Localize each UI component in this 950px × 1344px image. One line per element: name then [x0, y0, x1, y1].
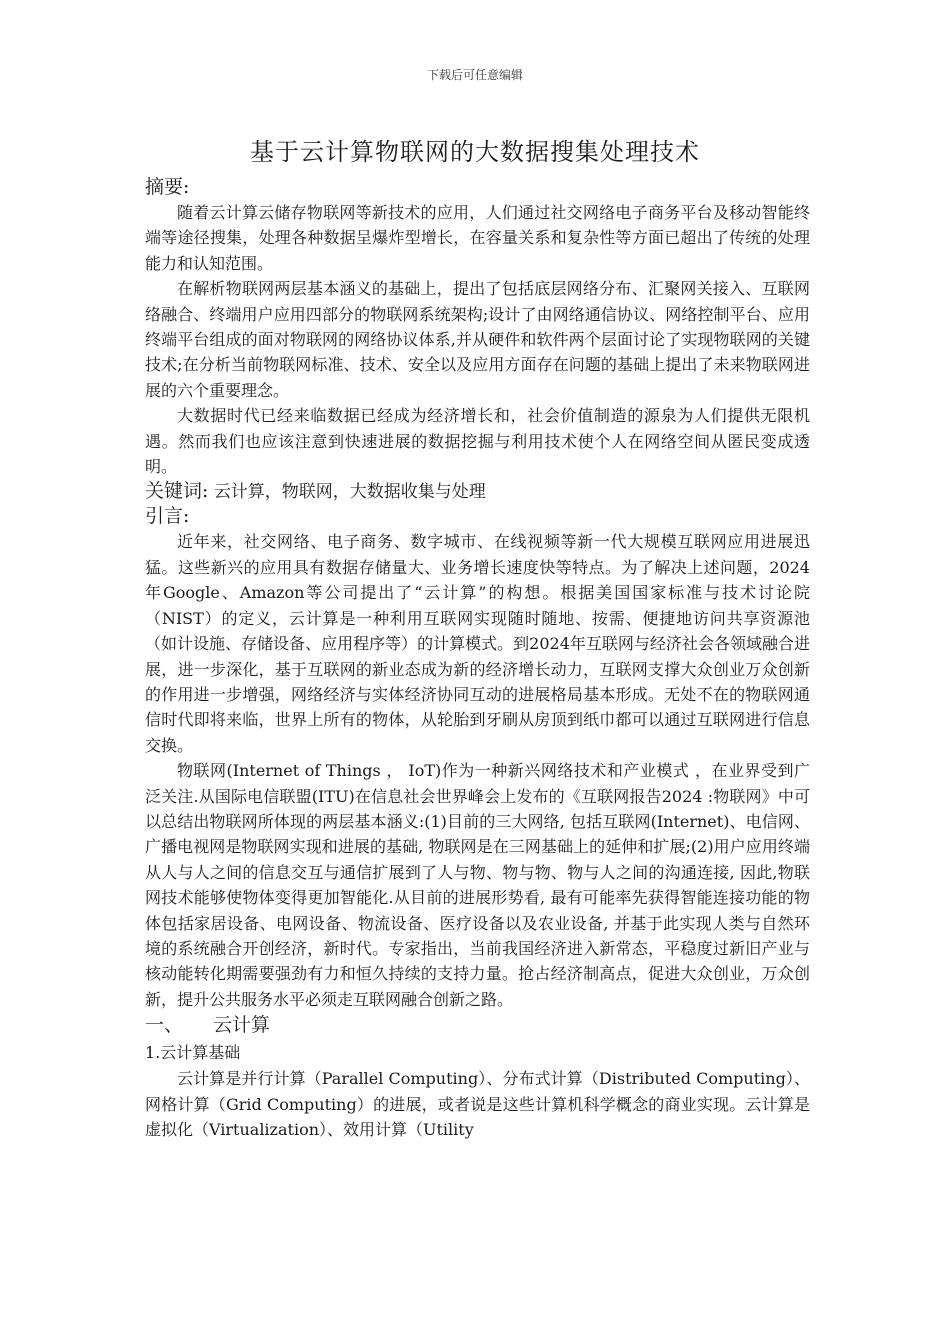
- header-note: 下载后可任意编辑: [426, 68, 523, 82]
- abstract-paragraph-2: 在解析物联网两层基本涵义的基础上，提出了包括底层网络分布、汇聚网关接入、互联网络融合、终端用户应用四部分的物联网系统架构;设计了由网络通信协议、网络控制平台、应用终端平台组成的面对物联网的网络协议体系,并从硬件和软件两个层面讨论了实现物联网的关键技术;在分析当前物联网标准、技术、安全以及应用方面存在问题的基础上提出了未来物联网进展的六个重要理念。: [145, 279, 810, 400]
- section-heading: [145, 1012, 810, 1039]
- intro-paragraph-2: 物联网(Internet of Things ， IoT)作为一种新兴网络技术和产业模式 ，在业界受到广泛关注.从国际电信联盟(ITU)在信息社会世界峰会上发布的《互联网报告2024 :物联网》中可以总结出物联网所体现的两层基本涵义:(1)目前的三大网络, 包括互联网(Internet)、电信网、广播电视网是物联网实现和进展的基础, 物联网是在三网基础上的延伸和扩展;(2)用户应用终端从人与人之间的信息交互与通信扩展到了人与物、物与物、物与人之间的沟通连接, 因此,物联网技术能够使物体变得更加智能化.从目前的进展形势看, 最有可能率先获得智能连接功能的物体包括家居设备、电网设备、物流设备、医疗设备以及农业设备, 并基于此实现人类与自然环境的系统融合开创经济，新时代。专家指出，当前我国经济进入新常态，平稳度过新旧产业与核动能转化期需要强劲有力和恒久持续的支持力量。抢占经济制高点，促进大众创业，万众创新，提升公共服务水平必须走互联网融合创新之路。: [145, 761, 810, 1009]
- section-number: 一、: [145, 1014, 184, 1037]
- keywords-text: 云计算，物联网，大数据收集与处理: [213, 482, 486, 503]
- intro-paragraph-1: 近年来，社交网络、电子商务、数字城市、在线视频等新一代大规模互联网应用进展迅猛。这些新兴的应用具有数据存储量大、业务增长速度快等特点。为了解决上述问题，2024 年Google、Amazon等公司提出了“云计算”的构想。根据美国国家标准与技术讨论院（NIST）的定义，云计算是一种利用互联网实现随时随地、按需、便捷地访问共享资源池（如计设施、存储设备、应用程序等）的计算模式。到2024年互联网与经济社会各领域融合进展，进一步深化，基于互联网的新业态成为新的经济增长动力，互联网支撑大众创业万众创新的作用进一步增强，网络经济与实体经济协同互动的进展格局基本形成。无处不在的物联网通信时代即将来临，世界上所有的物体，从轮胎到牙刷从房顶到纸巾都可以通过互联网进行信息交换。: [145, 532, 810, 755]
- section-paragraph-1: 云计算是并行计算（Parallel Computing）、分布式计算（Distributed Computing）、网格计算（Grid Computing）的进展，或者说是这些计算机科学概念的商业实现。云计算是虚拟化（Virtualization）、效用计算（Utility: [145, 1069, 810, 1139]
- intro-label: 引言:: [145, 505, 190, 528]
- document-body: [145, 175, 810, 1142]
- abstract-label: 摘要:: [145, 176, 190, 198]
- abstract-paragraph-3: 大数据时代已经来临数据已经成为经济增长和，社会价值制造的源泉为人们提供无限机遇。然而我们也应该注意到快速进展的数据挖掘与利用技术使个人在网络空间从匿民变成透明。: [145, 406, 810, 477]
- document-title: 基于云计算物联网的大数据搜集处理技术: [250, 138, 700, 166]
- section-title: 云计算: [213, 1014, 271, 1037]
- keywords-line: [145, 479, 810, 504]
- abstract-paragraph-1: 随着云计算云储存物联网等新技术的应用，人们通过社交网络电子商务平台及移动智能终端等途径搜集，处理各种数据呈爆炸型增长，在容量关系和复杂性等方面已超出了传统的处理能力和认知范围。: [145, 203, 810, 273]
- subsection-heading: 1.云计算基础: [145, 1043, 241, 1063]
- keywords-label: 关键词:: [145, 480, 209, 503]
